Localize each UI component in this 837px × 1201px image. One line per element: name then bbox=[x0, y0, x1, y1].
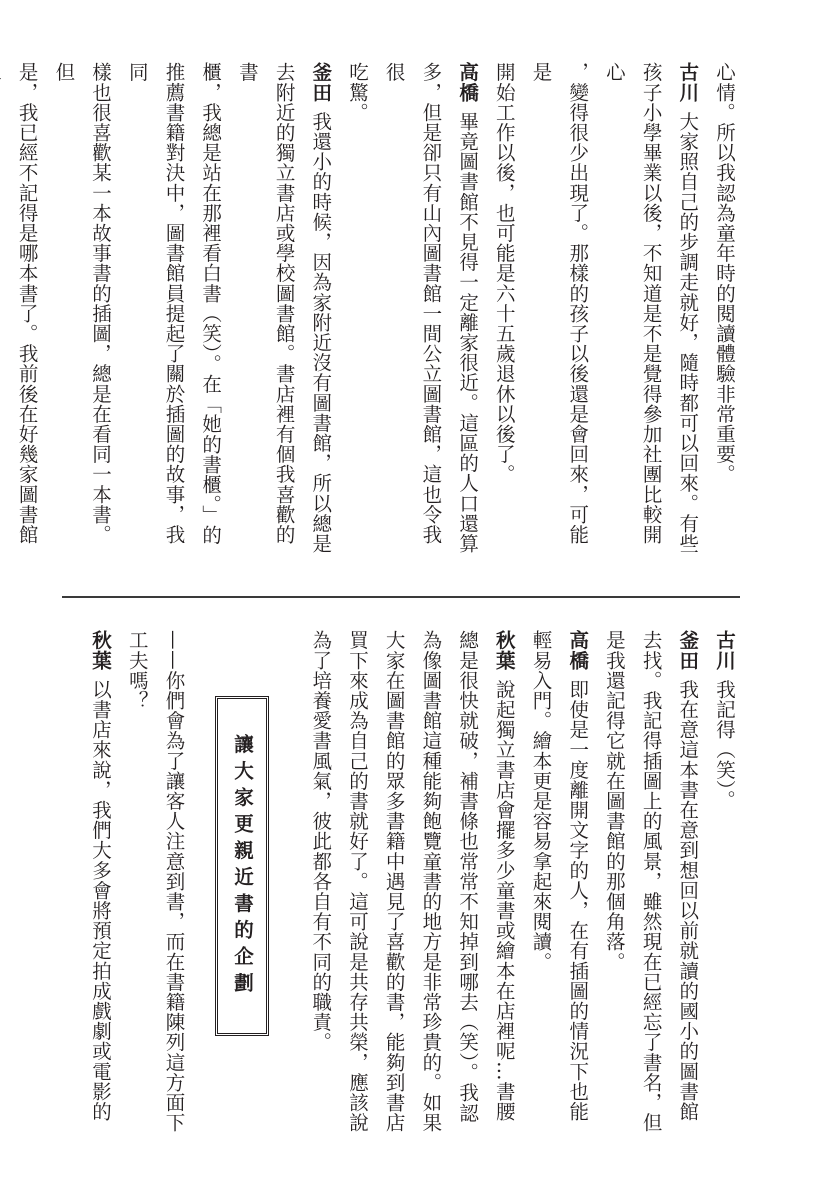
text-line bbox=[705, 630, 742, 1135]
upper-dialogue bbox=[0, 62, 742, 562]
text-line bbox=[448, 630, 485, 1135]
text-line bbox=[669, 62, 706, 562]
text-line bbox=[265, 630, 302, 1135]
line-text: 即使是一度離開文字的人，在有插圖的情況下也能 bbox=[566, 679, 590, 1122]
text-line bbox=[302, 62, 339, 562]
text-line bbox=[338, 630, 375, 1135]
section-heading-box bbox=[215, 696, 269, 1036]
text-line bbox=[228, 62, 301, 562]
line-text: 畢竟圖書館不見得一定離家很近。這區的人口還算 bbox=[456, 111, 480, 554]
line-text: 去找。我記得插圖上的風景，雖然現在已經忘了書名，但 bbox=[639, 630, 663, 1133]
line-text bbox=[199, 630, 222, 637]
text-line bbox=[0, 62, 45, 562]
speaker-name: 古川 bbox=[713, 630, 736, 671]
text-line bbox=[485, 62, 522, 562]
text-line bbox=[558, 630, 595, 1135]
line-text: 心情。所以我認為童年時的閱讀體驗非常重要。 bbox=[713, 62, 736, 485]
text-line bbox=[412, 630, 449, 1135]
text-line bbox=[595, 630, 632, 1135]
speaker-name: 高橋 bbox=[566, 630, 590, 671]
text-line bbox=[485, 630, 522, 1135]
line-text: 輕易入門。繪本更是容易拿起來閱讀。 bbox=[529, 630, 553, 972]
text-line bbox=[118, 630, 155, 1135]
text-line bbox=[522, 630, 559, 1135]
line-text: 說起獨立書店會擺多少童書或繪本在店裡呢…書腰 bbox=[492, 679, 516, 1122]
line-text: 是，我已經不記得是哪本書了。我前後在好幾家圖書館 bbox=[15, 62, 39, 545]
line-text: ——你們會為了讓客人注意到書，而在書籍陳列這方面下 bbox=[162, 630, 186, 1133]
text-line bbox=[118, 62, 191, 562]
line-text: 總是很快就破，補書條也常常不知掉到哪去（笑）。我認 bbox=[456, 630, 480, 1123]
line-text: 大家在圖書館的眾多書籍中遇見了喜歡的書，能夠到書店 bbox=[382, 630, 406, 1133]
text-line bbox=[705, 62, 742, 562]
line-text: ，變得很少出現了。那樣的孩子以後還是會回來，可能是 bbox=[529, 62, 590, 545]
text-line bbox=[632, 630, 669, 1135]
line-text: 我在意這本書在意到想回以前就讀的國小的圖書館 bbox=[676, 679, 700, 1122]
line-text: 樣也很喜歡某一本故事書的插圖，總是在看同一本書。但 bbox=[52, 62, 113, 545]
speaker-name: 釜田 bbox=[309, 62, 333, 103]
text-line bbox=[81, 630, 118, 1135]
line-text: 以書店來說，我們大多會將預定拍成戲劇或電影的 bbox=[89, 679, 113, 1122]
speaker-name: 釜田 bbox=[676, 630, 700, 671]
speaker-name: 秋葉 bbox=[89, 630, 113, 671]
line-text: 買下來成為自己的書就好了。這可說是共存共榮，應該說 bbox=[345, 630, 369, 1133]
lower-dialogue bbox=[81, 630, 742, 1135]
text-line bbox=[595, 62, 668, 562]
line-text: 我記得（笑）。 bbox=[713, 679, 736, 811]
text-line bbox=[448, 62, 485, 562]
speaker-name: 古川 bbox=[676, 62, 700, 103]
line-text bbox=[236, 630, 259, 637]
section-divider bbox=[62, 596, 740, 598]
line-text: 為像圖書館這種能夠飽覽童書的地方是非常珍貴的。如果 bbox=[419, 630, 443, 1133]
text-line bbox=[302, 630, 339, 1135]
line-text bbox=[273, 630, 296, 637]
text-line bbox=[155, 630, 192, 1135]
text-line bbox=[45, 62, 118, 562]
text-line bbox=[669, 630, 706, 1135]
text-line bbox=[338, 62, 375, 562]
text-line bbox=[375, 62, 448, 562]
section-heading: 讓大家更親近書的企劃 bbox=[231, 733, 254, 999]
line-text: 孩子小學畢業以後，不知道是不是覺得參加社團比較開心 bbox=[602, 62, 663, 545]
line-text: 工夫嗎？ bbox=[125, 630, 149, 711]
text-line bbox=[375, 630, 412, 1135]
line-text: 我還小的時候，因為家附近沒有圖書館，所以總是 bbox=[309, 111, 333, 554]
line-text: 為了培養愛書風氣，彼此都各自有不同的職責。 bbox=[309, 630, 333, 1053]
text-line bbox=[522, 62, 595, 562]
line-text: 開始工作以後，也可能是六十五歲退休以後了。 bbox=[492, 62, 516, 485]
line-text: 大家照自己的步調走就好，隨時都可以回來。有些 bbox=[676, 111, 700, 554]
line-text: 推薦書籍對決中，圖書館員提起了關於插圖的故事，我同 bbox=[125, 62, 186, 545]
speaker-name: 秋葉 bbox=[492, 630, 516, 671]
line-text: 多，但是卻只有山內圖書館一間公立圖書館，這也令我很 bbox=[382, 62, 443, 545]
line-text: 吃驚。 bbox=[345, 62, 369, 123]
line-text: 去附近的獨立書店或學校圖書館。書店裡有個我喜歡的書 bbox=[235, 62, 296, 545]
line-text: 櫃，我總是站在那裡看白書（笑）。在「她的書櫃。」的 bbox=[199, 62, 223, 545]
text-line bbox=[191, 62, 228, 562]
line-text: 是我還記得它就在圖書館的那個角落。 bbox=[602, 630, 626, 972]
speaker-name: 高橋 bbox=[456, 62, 480, 103]
